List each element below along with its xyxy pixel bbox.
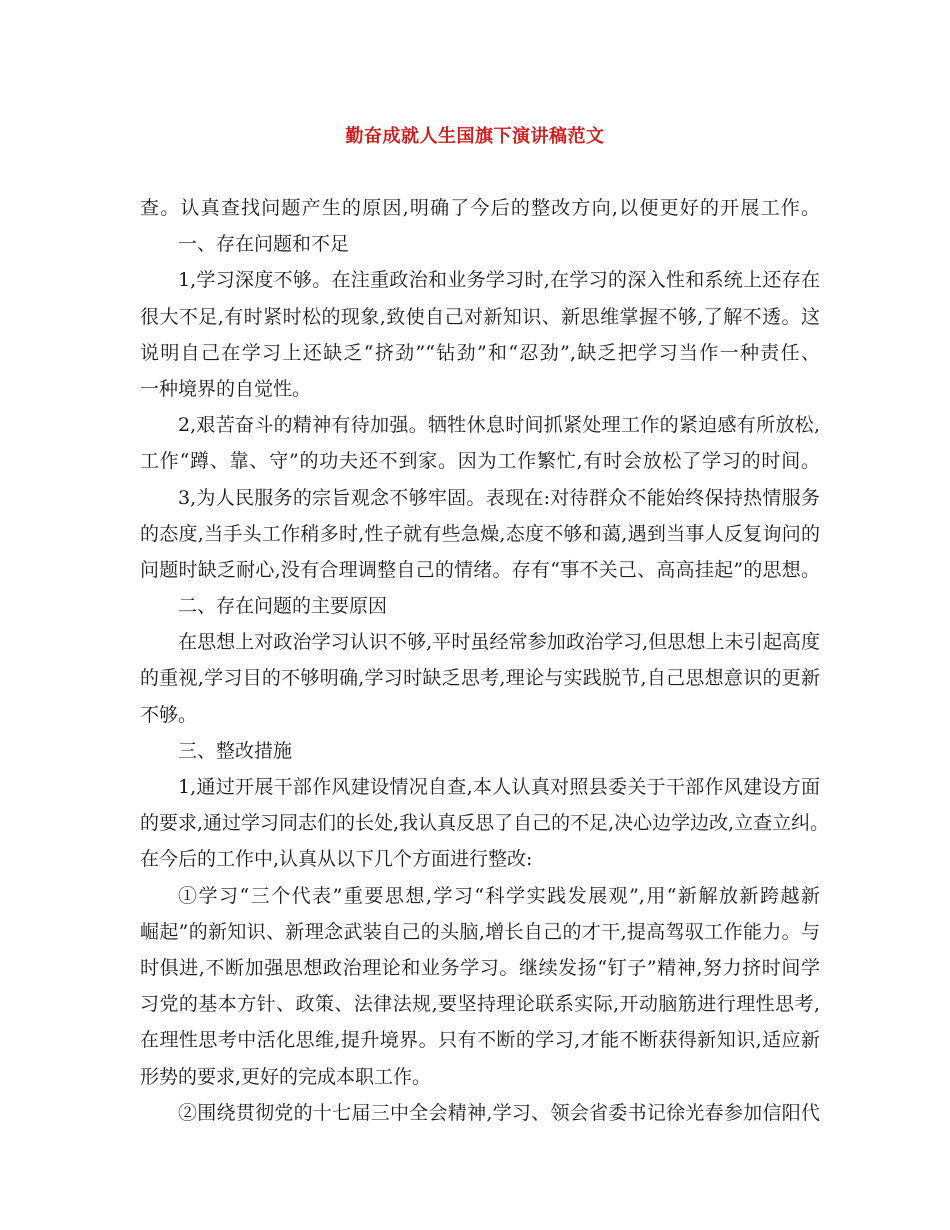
section-heading: 二、存在问题的主要原因 — [178, 595, 388, 618]
text-line: 的重视,学习目的不够明确,学习时缺乏思考,理论与实践脱节,自己思想意识的更新 — [140, 667, 820, 690]
text-line: 不够。 — [140, 703, 198, 726]
section-heading: 一、存在问题和不足 — [178, 233, 350, 256]
text-line: 习党的基本方针、政策、法律法规,要坚持理论联系实际,开动脑筋进行理性思考, — [140, 993, 820, 1016]
text-line: 在今后的工作中,认真从以下几个方面进行整改: — [140, 848, 533, 871]
text-line: 很大不足,有时紧时松的现象,致使自己对新知识、新思维掌握不够,了解不透。这 — [140, 305, 820, 328]
text-line: 2,艰苦奋斗的精神有待加强。牺牲休息时间抓紧处理工作的紧迫感有所放松, — [178, 414, 820, 437]
document-title: 勤奋成就人生国旗下演讲稿范文 — [345, 126, 605, 147]
text-line: 问题时缺乏耐心,没有合理调整自己的情绪。存有“事不关己、高高挂起”的思想。 — [140, 558, 820, 581]
text-line: 1,学习深度不够。在注重政治和业务学习时,在学习的深入性和系统上还存在 — [178, 269, 820, 292]
text-line: 的要求,通过学习同志们的长处,我认真反思了自己的不足,决心边学边改,立查立纠。 — [140, 812, 830, 835]
text-line: 查。认真查找问题产生的原因,明确了今后的整改方向,以便更好的开展工作。 — [140, 197, 820, 219]
text-line: 1,通过开展干部作风建设情况自查,本人认真对照县委关于干部作风建设方面 — [178, 776, 820, 798]
text-line: 工作“蹲、靠、守”的功夫还不到家。因为工作繁忙,有时会放松了学习的时间。 — [140, 450, 820, 473]
text-line: 在思想上对政治学习认识不够,平时虽经常参加政治学习,但思想上未引起高度 — [178, 631, 820, 654]
section-heading: 三、整改措施 — [178, 739, 293, 762]
text-line: 形势的要求,更好的完成本职工作。 — [140, 1065, 432, 1088]
text-line: 时俱进,不断加强思想政治理论和业务学习。继续发扬“钉子”精神,努力挤时间学 — [140, 956, 820, 979]
document-body — [140, 190, 830, 1131]
text-line: ②围绕贯彻党的十七届三中全会精神,学习、领会省委书记徐光春参加信阳代 — [178, 1101, 820, 1124]
text-line: 说明自己在学习上还缺乏“挤劲”“钻劲”和“忍劲”,缺乏把学习当作一种责任、 — [140, 341, 820, 364]
text-line: ①学习“三个代表”重要思想,学习“科学实践发展观”,用“新解放新跨越新 — [178, 884, 820, 907]
text-line: 崛起”的新知识、新理念武装自己的头脑,增长自己的才干,提高驾驭工作能力。与 — [140, 920, 820, 943]
text-line: 在理性思考中活化思维,提升境界。只有不断的学习,才能不断获得新知识,适应新 — [140, 1029, 820, 1052]
text-line: 3,为人民服务的宗旨观念不够牢固。表现在:对待群众不能始终保持热情服务 — [178, 486, 820, 509]
text-line: 的态度,当手头工作稍多时,性子就有些急燥,态度不够和蔼,遇到当事人反复询问的 — [140, 522, 820, 545]
text-line: 一种境界的自觉性。 — [140, 377, 312, 400]
